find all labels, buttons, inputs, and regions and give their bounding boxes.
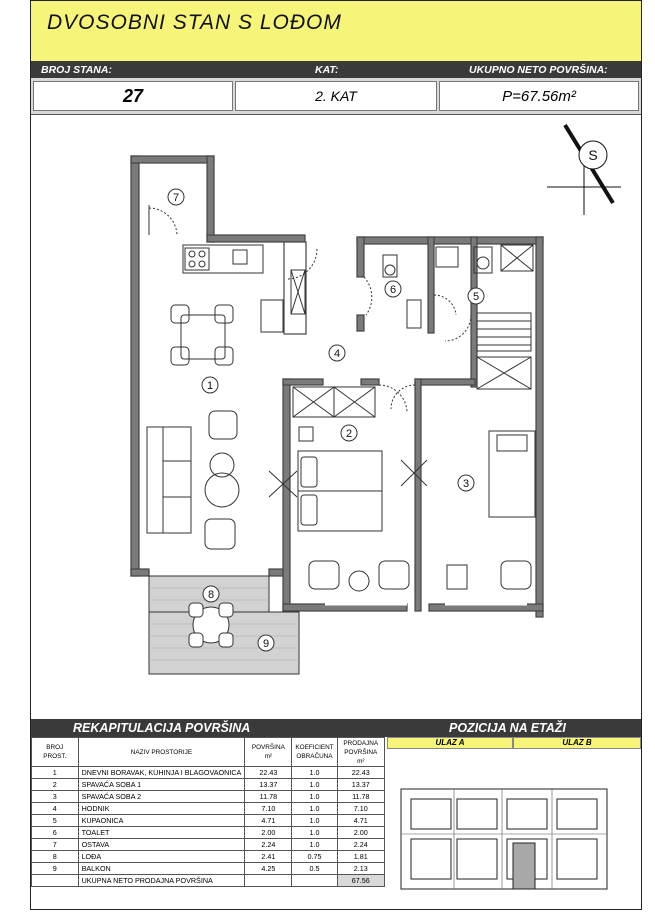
table-row: 6 TOALET 2.00 1.0 2.00 [32, 827, 385, 839]
svg-text:1: 1 [206, 380, 214, 392]
room-label-3 [458, 475, 474, 491]
room-label-4 [329, 345, 345, 361]
svg-text:4: 4 [333, 348, 341, 360]
room-label-2 [341, 425, 357, 441]
svg-text:6: 6 [389, 284, 397, 296]
floor-plan [31, 115, 641, 719]
recap-header-band [31, 719, 641, 737]
position-title: POZICIJA NA ETAŽI [449, 721, 566, 735]
svg-text:3: 3 [462, 478, 470, 490]
floor-value: 2. KAT [235, 81, 437, 111]
room-label-7 [168, 189, 184, 205]
table-row: 8 LOĐA 2.41 0.75 1.81 [32, 851, 385, 863]
info-header-band [31, 61, 641, 78]
apartment-number-label: BROJ STANA: [41, 64, 112, 76]
area-recap-table [31, 737, 385, 887]
room-label-9 [258, 635, 274, 651]
apartment-sheet [30, 0, 642, 910]
table-row: 4 HODNIK 7.10 1.0 7.10 [32, 803, 385, 815]
table-row: 2 SPAVAĆA SOBA 1 13.37 1.0 13.37 [32, 779, 385, 791]
col-header-number: BROJ PROST. [32, 738, 79, 767]
compass-letter: S [588, 147, 598, 163]
svg-text:5: 5 [472, 291, 480, 303]
entrance-a-label: ULAZ A [387, 737, 513, 749]
sofa-icon [147, 427, 191, 533]
floor-position-panel [387, 737, 641, 909]
col-header-area: POVRŠINA m² [245, 738, 292, 767]
apartment-number: 27 [33, 81, 233, 111]
table-row: 5 KUPAONICA 4.71 1.0 4.71 [32, 815, 385, 827]
total-value: 67.56 [337, 875, 384, 887]
total-label: UKUPNA NETO PRODAJNA POVRŠINA [78, 875, 245, 887]
room-label-6 [385, 281, 401, 297]
info-values-row [31, 78, 641, 115]
table-row: 3 SPAVAĆA SOBA 2 11.78 1.0 11.78 [32, 791, 385, 803]
page-title: DVOSOBNI STAN S LOĐOM [47, 11, 342, 34]
dining-set-icon [171, 305, 233, 365]
total-area-value: P=67.56m² [439, 81, 639, 111]
table-row: 9 BALKON 4.25 0.5 2.13 [32, 863, 385, 875]
total-row [32, 875, 385, 887]
col-header-room-name: NAZIV PROSTORIJE [78, 738, 245, 767]
room-label-1 [202, 377, 218, 393]
title-band [31, 1, 641, 62]
table-row: 1 DNEVNI BORAVAK, KUHINJA I BLAGOVAONICA 22.43 1.0 22.43 [32, 767, 385, 779]
col-header-coefficient: KOEFICIENT OBRAČUNA [292, 738, 337, 767]
recap-title: REKAPITULACIJA POVRŠINA [73, 721, 251, 735]
highlighted-unit [513, 843, 535, 889]
col-header-sale-area: PRODAJNA POVRŠINA m² [337, 738, 384, 767]
floor-key-plan [387, 749, 641, 909]
svg-text:9: 9 [262, 638, 270, 650]
svg-text:7: 7 [172, 192, 180, 204]
total-area-label: UKUPNO NETO POVRŠINA: [469, 64, 608, 76]
svg-text:2: 2 [345, 428, 353, 440]
room-label-8 [203, 586, 219, 602]
room-label-5 [468, 288, 484, 304]
entrance-b-label: ULAZ B [513, 737, 641, 749]
table-row: 7 OSTAVA 2.24 1.0 2.24 [32, 839, 385, 851]
svg-text:8: 8 [207, 589, 215, 601]
floor-label: KAT: [315, 64, 339, 76]
north-arrow-icon [547, 125, 621, 215]
